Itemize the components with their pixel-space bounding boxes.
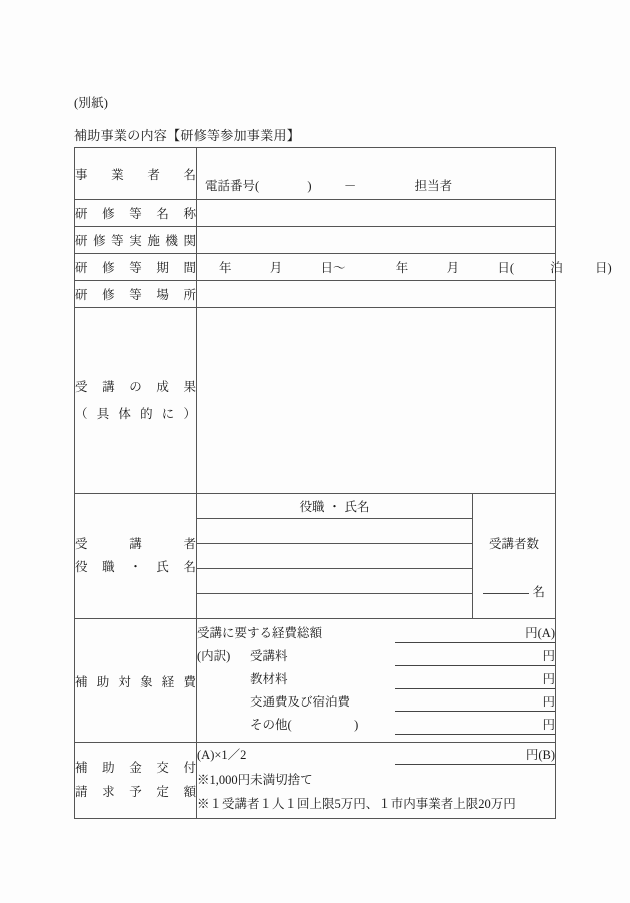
expense-item-name-3: 交通費及び宿泊費 — [250, 695, 351, 709]
attachment-label: (別紙) — [74, 96, 109, 110]
expense-item-amount-2[interactable] — [395, 669, 555, 689]
label-subsidy-line1: 補 助 金 交 付 — [75, 761, 196, 776]
label-attendees-line2: 役 職 ・ 氏 名 — [75, 560, 196, 574]
expenses-cell — [197, 619, 556, 743]
expense-item-unit-4: 円 — [542, 718, 555, 732]
table-row-expenses — [75, 619, 556, 743]
table-row-training-name — [75, 200, 556, 227]
expense-total-label: 受講に要する経費総額 — [197, 626, 323, 640]
period-days-unit: 日) — [595, 261, 612, 275]
expense-item-name-1: 受講料 — [250, 649, 288, 663]
label-attendees — [75, 494, 197, 619]
label-training-place — [75, 281, 197, 308]
table-row-business-name — [75, 148, 556, 200]
document-title: 補助事業の内容【研修等参加事業用】 — [74, 128, 301, 143]
attendees-inner-table — [197, 494, 472, 618]
label-outcome-line2: （ 具 体 的 に ） — [75, 406, 196, 421]
label-outcome — [75, 308, 197, 494]
subsidy-note-1: ※1,000円未満切捨て — [197, 773, 313, 787]
label-training-organizer-text: 研 修 等 実 施 機 関 — [75, 234, 196, 248]
attendee-entry-3[interactable] — [197, 569, 472, 594]
expense-item-line-3 — [197, 692, 555, 715]
subsidy-formula-amount[interactable] — [395, 745, 555, 765]
field-business-name[interactable] — [197, 148, 556, 200]
label-training-name — [75, 200, 197, 227]
attendees-column-header — [197, 494, 472, 519]
label-training-period-text: 研 修 等 期 間 — [75, 261, 196, 275]
expense-item-amount-1[interactable] — [395, 646, 555, 666]
expense-total-amount[interactable] — [395, 623, 555, 643]
subsidy-formula-unit: 円(B) — [525, 748, 555, 762]
period-year-end: 年 — [395, 261, 409, 275]
attendees-list — [197, 494, 473, 619]
table-row — [197, 544, 472, 569]
subsidy-note-2: ※１受講者１人１回上限5万円、１市内事業者上限20万円 — [197, 797, 516, 811]
expense-total-line — [197, 623, 555, 646]
table-row-subsidy — [75, 743, 556, 819]
table-row-training-period — [75, 254, 556, 281]
expense-item-unit-3: 円 — [542, 695, 555, 709]
period-month-start: 月 — [269, 261, 283, 275]
period-day-start: 日〜 — [320, 261, 346, 275]
label-expenses — [75, 619, 197, 743]
period-template — [197, 261, 612, 275]
attendee-count-unit: 名 — [532, 585, 545, 599]
table-row-outcome — [75, 308, 556, 494]
label-subsidy-line2: 請 求 予 定 額 — [75, 784, 196, 799]
table-row — [197, 569, 472, 594]
table-row-attendees — [75, 494, 556, 619]
table-row-training-place — [75, 281, 556, 308]
expense-item-name-2: 教材料 — [250, 672, 288, 686]
expense-item-unit-2: 円 — [542, 672, 555, 686]
attendees-header-name: 氏名 — [344, 500, 370, 514]
phone-prefix: 電話番号( — [205, 179, 260, 193]
expense-item-amount-3[interactable] — [395, 692, 555, 712]
field-training-period[interactable] — [197, 254, 612, 281]
attendee-count-title: 受講者数 — [488, 537, 539, 551]
phone-line — [205, 176, 452, 194]
expense-item-line-1 — [197, 646, 555, 669]
field-training-place[interactable] — [197, 281, 556, 308]
expense-total-unit: 円(A) — [525, 626, 555, 640]
label-expenses-text: 補 助 対 象 経 費 — [75, 674, 196, 689]
field-outcome[interactable] — [197, 308, 556, 494]
attendee-entry-2[interactable] — [197, 544, 472, 569]
field-training-organizer[interactable] — [197, 227, 556, 254]
label-attendees-line1: 受 講 者 — [75, 536, 196, 551]
label-training-period — [75, 254, 197, 281]
subsidy-formula-line — [197, 745, 555, 768]
expense-item-line-2 — [197, 669, 555, 692]
phone-dash: － — [343, 179, 357, 193]
table-row — [197, 594, 472, 619]
expense-breakdown-tag: (内訳) — [197, 649, 231, 663]
attendee-entry-4[interactable] — [197, 594, 472, 619]
attendee-count-cell — [473, 494, 556, 619]
attendee-count-rule[interactable] — [483, 593, 529, 594]
period-month-end: 月 — [446, 261, 460, 275]
subsidy-formula-label: (A)×1／2 — [197, 748, 247, 762]
table-row — [197, 519, 472, 544]
label-business-name — [75, 148, 197, 200]
field-training-name[interactable] — [197, 200, 556, 227]
attendees-header-row — [197, 494, 472, 519]
expense-item-unit-1: 円 — [542, 649, 555, 663]
table-row-training-organizer — [75, 227, 556, 254]
subsidy-cell — [197, 743, 556, 819]
subsidy-application-form — [74, 147, 612, 819]
attendees-header-separator: ・ — [328, 500, 341, 514]
expense-item-name-4[interactable]: その他( ) — [250, 718, 359, 732]
label-training-organizer — [75, 227, 197, 254]
label-subsidy — [75, 743, 197, 819]
expense-item-amount-4[interactable] — [395, 715, 555, 735]
label-outcome-line1: 受 講 の 成 果 — [75, 380, 196, 395]
label-training-name-text: 研 修 等 名 称 — [75, 207, 196, 221]
attendees-header-position: 役職 — [299, 500, 325, 514]
period-nights-unit: 泊 — [550, 261, 563, 275]
expense-item-line-4 — [197, 715, 555, 738]
phone-close-paren: ) — [307, 179, 312, 193]
period-year-start: 年 — [219, 261, 232, 275]
period-day-end: 日( — [497, 261, 514, 275]
contact-person-label: 担当者 — [414, 179, 453, 193]
label-business-name-text: 事 業 者 名 — [75, 167, 196, 182]
attendee-count-value-line[interactable] — [473, 582, 555, 600]
label-training-place-text: 研 修 等 場 所 — [75, 288, 196, 302]
attendee-entry-1[interactable] — [197, 519, 472, 544]
